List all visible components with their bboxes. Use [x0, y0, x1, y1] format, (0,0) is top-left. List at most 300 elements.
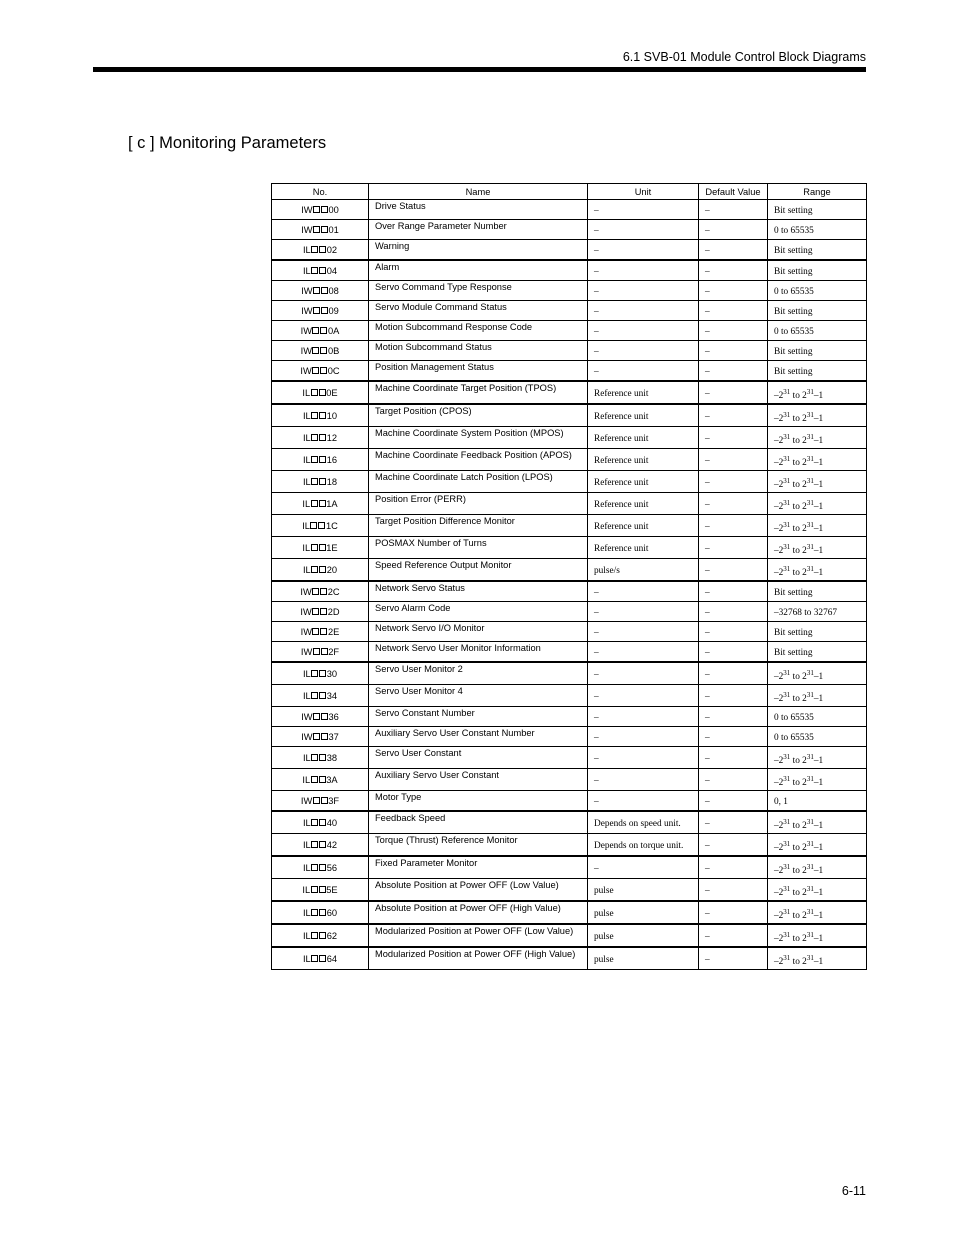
- cell-register-number: [272, 404, 369, 427]
- cell-range: [768, 769, 867, 791]
- placeholder-box-icon: [312, 327, 319, 334]
- placeholder-box-icon: [313, 713, 320, 720]
- placeholder-box-icon: [319, 754, 326, 761]
- placeholder-box-icon: [311, 456, 318, 463]
- range-part: –2: [774, 755, 784, 766]
- range-part: to 2: [790, 693, 807, 704]
- cell-name: Position Error (PERR): [369, 493, 588, 515]
- placeholder-box-icon: [313, 307, 320, 314]
- cell-unit: Reference unit: [588, 515, 699, 537]
- range-part: 31: [783, 564, 791, 573]
- running-header: 6.1 SVB-01 Module Control Block Diagrams: [622, 50, 866, 64]
- register-suffix: 1A: [326, 498, 338, 509]
- placeholder-box-icon: [311, 670, 318, 677]
- register-prefix: IL: [302, 907, 311, 918]
- cell-register-number: [272, 537, 369, 559]
- monitoring-parameters-table: [271, 183, 867, 970]
- range-part: 31: [806, 752, 814, 761]
- cell-unit: Depends on torque unit.: [588, 834, 699, 857]
- range-part: to 2: [790, 501, 807, 512]
- placeholder-box-icon: [311, 932, 318, 939]
- range-part: –2: [774, 865, 784, 876]
- cell-name: Drive Status: [369, 200, 588, 220]
- cell-default: –: [699, 381, 768, 404]
- register-suffix: 0E: [326, 387, 338, 398]
- range-part: 31: [806, 839, 814, 848]
- cell-default: –: [699, 581, 768, 602]
- placeholder-box-icon: [319, 456, 326, 463]
- placeholder-box-icon: [312, 347, 319, 354]
- table-row: [272, 341, 867, 361]
- cell-register-number: [272, 662, 369, 685]
- range-part: 31: [783, 907, 791, 916]
- placeholder-box-icon: [311, 412, 318, 419]
- cell-default: –: [699, 240, 768, 261]
- range-part: 31: [806, 862, 814, 871]
- placeholder-box-icon: [321, 226, 328, 233]
- placeholder-box-icon: [312, 588, 319, 595]
- placeholder-box-icon: [311, 754, 318, 761]
- register-prefix: IL: [302, 387, 311, 398]
- range-part: 31: [806, 564, 814, 573]
- table-row: [272, 361, 867, 382]
- placeholder-box-icon: [321, 797, 328, 804]
- range-part: to 2: [790, 842, 807, 853]
- register-prefix: IW: [300, 606, 312, 617]
- cell-name: Machine Coordinate System Position (MPOS): [369, 427, 588, 449]
- cell-default: –: [699, 747, 768, 769]
- range-part: –2: [774, 479, 784, 490]
- table-row: [272, 427, 867, 449]
- range-part: 31: [783, 432, 791, 441]
- register-prefix: IL: [302, 690, 311, 701]
- table-row: [272, 602, 867, 622]
- placeholder-box-icon: [311, 544, 318, 551]
- table-row: [272, 924, 867, 947]
- range-part: to 2: [790, 413, 807, 424]
- register-suffix: 2D: [327, 606, 340, 617]
- cell-range: 0 to 65535: [768, 281, 867, 301]
- range-part: –1: [813, 910, 824, 921]
- cell-name: Servo Constant Number: [369, 707, 588, 727]
- placeholder-box-icon: [320, 628, 327, 635]
- table-row: [272, 537, 867, 559]
- cell-range: –32768 to 32767: [768, 602, 867, 622]
- placeholder-box-icon: [319, 246, 326, 253]
- cell-register-number: [272, 449, 369, 471]
- placeholder-box-icon: [320, 327, 327, 334]
- register-prefix: IW: [300, 626, 312, 637]
- range-part: 31: [783, 817, 791, 826]
- cell-register-number: [272, 769, 369, 791]
- register-suffix: 1C: [325, 520, 338, 531]
- cell-default: –: [699, 642, 768, 663]
- register-suffix: 02: [326, 244, 338, 255]
- placeholder-box-icon: [311, 389, 318, 396]
- placeholder-box-icon: [319, 389, 326, 396]
- cell-unit: pulse/s: [588, 559, 699, 582]
- cell-unit: –: [588, 727, 699, 747]
- range-part: –2: [774, 956, 784, 967]
- cell-range: [768, 449, 867, 471]
- range-part: –1: [813, 956, 824, 967]
- cell-name: Absolute Position at Power OFF (Low Value): [369, 879, 588, 902]
- register-prefix: IL: [302, 668, 311, 679]
- table-row: [272, 727, 867, 747]
- cell-default: –: [699, 685, 768, 707]
- table-row: [272, 642, 867, 663]
- cell-range: Bit setting: [768, 240, 867, 261]
- range-part: –2: [774, 887, 784, 898]
- cell-default: –: [699, 361, 768, 382]
- range-part: –2: [774, 933, 784, 944]
- cell-register-number: [272, 879, 369, 902]
- cell-range: Bit setting: [768, 200, 867, 220]
- range-part: –2: [774, 457, 784, 468]
- range-part: –2: [774, 777, 784, 788]
- register-prefix: IL: [302, 839, 311, 850]
- cell-name: Speed Reference Output Monitor: [369, 559, 588, 582]
- range-part: 31: [783, 752, 791, 761]
- placeholder-box-icon: [311, 267, 318, 274]
- range-part: –1: [813, 523, 824, 534]
- register-prefix: IL: [302, 410, 311, 421]
- range-part: –1: [813, 693, 824, 704]
- range-part: to 2: [790, 956, 807, 967]
- range-part: –1: [813, 390, 824, 401]
- placeholder-box-icon: [313, 287, 320, 294]
- cell-unit: Reference unit: [588, 537, 699, 559]
- cell-register-number: [272, 381, 369, 404]
- cell-name: Servo Command Type Response: [369, 281, 588, 301]
- register-prefix: IW: [300, 325, 312, 336]
- cell-name: Motion Subcommand Status: [369, 341, 588, 361]
- cell-unit: –: [588, 856, 699, 879]
- range-part: 31: [806, 953, 814, 962]
- cell-unit: pulse: [588, 947, 699, 970]
- cell-default: –: [699, 449, 768, 471]
- range-part: –2: [774, 910, 784, 921]
- cell-register-number: [272, 361, 369, 382]
- cell-unit: Reference unit: [588, 427, 699, 449]
- cell-range: [768, 427, 867, 449]
- cell-name: Over Range Parameter Number: [369, 220, 588, 240]
- cell-default: –: [699, 947, 768, 970]
- placeholder-box-icon: [319, 566, 326, 573]
- placeholder-box-icon: [319, 478, 326, 485]
- cell-default: –: [699, 321, 768, 341]
- table-row: [272, 471, 867, 493]
- register-suffix: 62: [326, 930, 338, 941]
- range-part: to 2: [790, 545, 807, 556]
- register-prefix: IW: [301, 224, 313, 235]
- placeholder-box-icon: [321, 713, 328, 720]
- table-row: [272, 301, 867, 321]
- cell-default: –: [699, 769, 768, 791]
- placeholder-box-icon: [320, 347, 327, 354]
- register-prefix: IL: [302, 498, 311, 509]
- register-prefix: IW: [301, 731, 313, 742]
- cell-unit: –: [588, 220, 699, 240]
- cell-name: Servo Alarm Code: [369, 602, 588, 622]
- placeholder-box-icon: [319, 909, 326, 916]
- range-part: to 2: [790, 567, 807, 578]
- cell-name: POSMAX Number of Turns: [369, 537, 588, 559]
- cell-default: –: [699, 427, 768, 449]
- cell-unit: –: [588, 602, 699, 622]
- range-part: –1: [813, 777, 824, 788]
- range-part: –2: [774, 501, 784, 512]
- cell-register-number: [272, 856, 369, 879]
- cell-register-number: [272, 685, 369, 707]
- placeholder-box-icon: [320, 608, 327, 615]
- register-suffix: 09: [328, 305, 339, 316]
- table-row: [272, 747, 867, 769]
- range-part: –1: [813, 501, 824, 512]
- cell-range: [768, 662, 867, 685]
- table-row: [272, 685, 867, 707]
- placeholder-box-icon: [319, 819, 326, 826]
- range-part: 31: [806, 498, 814, 507]
- range-part: –1: [813, 567, 824, 578]
- cell-unit: –: [588, 361, 699, 382]
- range-part: to 2: [790, 777, 807, 788]
- cell-unit: –: [588, 791, 699, 812]
- range-part: to 2: [790, 390, 807, 401]
- range-part: 31: [783, 454, 791, 463]
- placeholder-box-icon: [319, 886, 326, 893]
- register-prefix: IW: [301, 305, 313, 316]
- cell-default: –: [699, 220, 768, 240]
- register-suffix: 2E: [327, 626, 340, 637]
- range-part: –1: [813, 545, 824, 556]
- range-part: 31: [783, 410, 791, 419]
- register-suffix: 5E: [326, 884, 338, 895]
- table-row: [272, 381, 867, 404]
- range-part: –1: [813, 865, 824, 876]
- cell-register-number: [272, 471, 369, 493]
- table-row: [272, 260, 867, 281]
- register-prefix: IW: [300, 586, 312, 597]
- cell-range: [768, 834, 867, 857]
- cell-default: –: [699, 879, 768, 902]
- cell-range: [768, 537, 867, 559]
- table-row: [272, 449, 867, 471]
- range-part: 31: [783, 774, 791, 783]
- register-prefix: IW: [300, 646, 313, 657]
- cell-register-number: [272, 240, 369, 261]
- cell-name: Network Servo I/O Monitor: [369, 622, 588, 642]
- placeholder-box-icon: [311, 566, 318, 573]
- cell-unit: –: [588, 747, 699, 769]
- placeholder-box-icon: [320, 588, 327, 595]
- range-part: to 2: [790, 523, 807, 534]
- register-prefix: IL: [302, 817, 311, 828]
- cell-default: –: [699, 727, 768, 747]
- cell-range: 0 to 65535: [768, 707, 867, 727]
- cell-register-number: [272, 602, 369, 622]
- range-part: –2: [774, 820, 784, 831]
- cell-name: Fixed Parameter Monitor: [369, 856, 588, 879]
- cell-name: Feedback Speed: [369, 811, 588, 834]
- cell-unit: Reference unit: [588, 471, 699, 493]
- placeholder-box-icon: [311, 478, 318, 485]
- register-suffix: 64: [326, 953, 338, 964]
- register-prefix: IL: [302, 542, 311, 553]
- cell-name: Machine Coordinate Feedback Position (APOS): [369, 449, 588, 471]
- register-prefix: IL: [302, 564, 311, 575]
- cell-register-number: [272, 622, 369, 642]
- register-prefix: IW: [301, 204, 313, 215]
- table-row: [272, 707, 867, 727]
- table-row: [272, 200, 867, 220]
- placeholder-box-icon: [321, 648, 328, 655]
- placeholder-box-icon: [319, 864, 326, 871]
- page-number: 6-11: [841, 1184, 866, 1198]
- register-suffix: 0B: [327, 345, 340, 356]
- cell-name: Target Position (CPOS): [369, 404, 588, 427]
- range-part: 31: [806, 520, 814, 529]
- cell-name: Motion Subcommand Response Code: [369, 321, 588, 341]
- cell-unit: Reference unit: [588, 493, 699, 515]
- table-row: [272, 404, 867, 427]
- register-suffix: 60: [326, 907, 338, 918]
- cell-register-number: [272, 924, 369, 947]
- range-part: 31: [783, 476, 791, 485]
- placeholder-box-icon: [319, 434, 326, 441]
- cell-name: Torque (Thrust) Reference Monitor: [369, 834, 588, 857]
- cell-unit: Depends on speed unit.: [588, 811, 699, 834]
- register-prefix: IW: [300, 345, 312, 356]
- cell-name: Network Servo User Monitor Information: [369, 642, 588, 663]
- cell-default: –: [699, 834, 768, 857]
- cell-range: Bit setting: [768, 301, 867, 321]
- table-row: [272, 834, 867, 857]
- cell-unit: Reference unit: [588, 404, 699, 427]
- cell-unit: Reference unit: [588, 381, 699, 404]
- cell-range: 0 to 65535: [768, 727, 867, 747]
- cell-range: [768, 924, 867, 947]
- cell-unit: pulse: [588, 901, 699, 924]
- range-part: –2: [774, 693, 784, 704]
- placeholder-box-icon: [311, 246, 318, 253]
- cell-register-number: [272, 747, 369, 769]
- range-part: –1: [813, 671, 824, 682]
- cell-default: –: [699, 602, 768, 622]
- cell-register-number: [272, 947, 369, 970]
- placeholder-box-icon: [321, 206, 328, 213]
- range-part: to 2: [790, 865, 807, 876]
- range-part: 31: [806, 454, 814, 463]
- range-part: –1: [813, 479, 824, 490]
- register-prefix: IW: [300, 795, 313, 806]
- cell-register-number: [272, 260, 369, 281]
- table-row: [272, 515, 867, 537]
- placeholder-box-icon: [311, 692, 318, 699]
- cell-range: [768, 685, 867, 707]
- table-row: [272, 662, 867, 685]
- range-part: –1: [813, 842, 824, 853]
- cell-name: Machine Coordinate Target Position (TPOS): [369, 381, 588, 404]
- cell-range: [768, 559, 867, 582]
- range-part: to 2: [790, 820, 807, 831]
- cell-name: Warning: [369, 240, 588, 261]
- range-part: 31: [783, 930, 791, 939]
- range-part: 31: [806, 690, 814, 699]
- placeholder-box-icon: [312, 608, 319, 615]
- placeholder-box-icon: [319, 932, 326, 939]
- register-prefix: IW: [301, 285, 313, 296]
- table-row: [272, 791, 867, 812]
- range-part: –1: [813, 413, 824, 424]
- register-suffix: 20: [326, 564, 338, 575]
- cell-name: Servo Module Command Status: [369, 301, 588, 321]
- placeholder-box-icon: [321, 287, 328, 294]
- register-suffix: 42: [326, 839, 338, 850]
- cell-unit: –: [588, 581, 699, 602]
- cell-register-number: [272, 427, 369, 449]
- placeholder-box-icon: [319, 841, 326, 848]
- cell-range: [768, 381, 867, 404]
- placeholder-box-icon: [311, 864, 318, 871]
- cell-register-number: [272, 559, 369, 582]
- table-row: [272, 811, 867, 834]
- cell-default: –: [699, 791, 768, 812]
- register-prefix: IL: [302, 774, 311, 785]
- cell-register-number: [272, 581, 369, 602]
- cell-default: –: [699, 515, 768, 537]
- cell-name: Auxiliary Servo User Constant Number: [369, 727, 588, 747]
- placeholder-box-icon: [313, 648, 320, 655]
- range-part: 31: [806, 387, 814, 396]
- cell-default: –: [699, 301, 768, 321]
- cell-default: –: [699, 924, 768, 947]
- placeholder-box-icon: [311, 886, 318, 893]
- placeholder-box-icon: [321, 733, 328, 740]
- cell-register-number: [272, 811, 369, 834]
- register-suffix: 2F: [328, 646, 340, 657]
- range-part: to 2: [790, 755, 807, 766]
- cell-default: –: [699, 471, 768, 493]
- table-row: [272, 493, 867, 515]
- range-part: 31: [806, 884, 814, 893]
- cell-register-number: [272, 220, 369, 240]
- cell-range: [768, 947, 867, 970]
- register-suffix: 3F: [328, 795, 340, 806]
- cell-range: 0, 1: [768, 791, 867, 812]
- placeholder-box-icon: [319, 267, 326, 274]
- range-part: –2: [774, 435, 784, 446]
- register-prefix: IL: [302, 432, 311, 443]
- range-part: –1: [813, 755, 824, 766]
- cell-default: –: [699, 260, 768, 281]
- cell-register-number: [272, 321, 369, 341]
- placeholder-box-icon: [311, 909, 318, 916]
- cell-name: Modularized Position at Power OFF (Low Value): [369, 924, 588, 947]
- cell-unit: –: [588, 260, 699, 281]
- cell-range: [768, 404, 867, 427]
- placeholder-box-icon: [319, 670, 326, 677]
- placeholder-box-icon: [313, 226, 320, 233]
- cell-range: 0 to 65535: [768, 321, 867, 341]
- register-suffix: 1E: [326, 542, 338, 553]
- range-part: 31: [783, 884, 791, 893]
- placeholder-box-icon: [319, 955, 326, 962]
- range-part: 31: [783, 387, 791, 396]
- range-part: –1: [813, 457, 824, 468]
- cell-unit: –: [588, 240, 699, 261]
- range-part: –2: [774, 671, 784, 682]
